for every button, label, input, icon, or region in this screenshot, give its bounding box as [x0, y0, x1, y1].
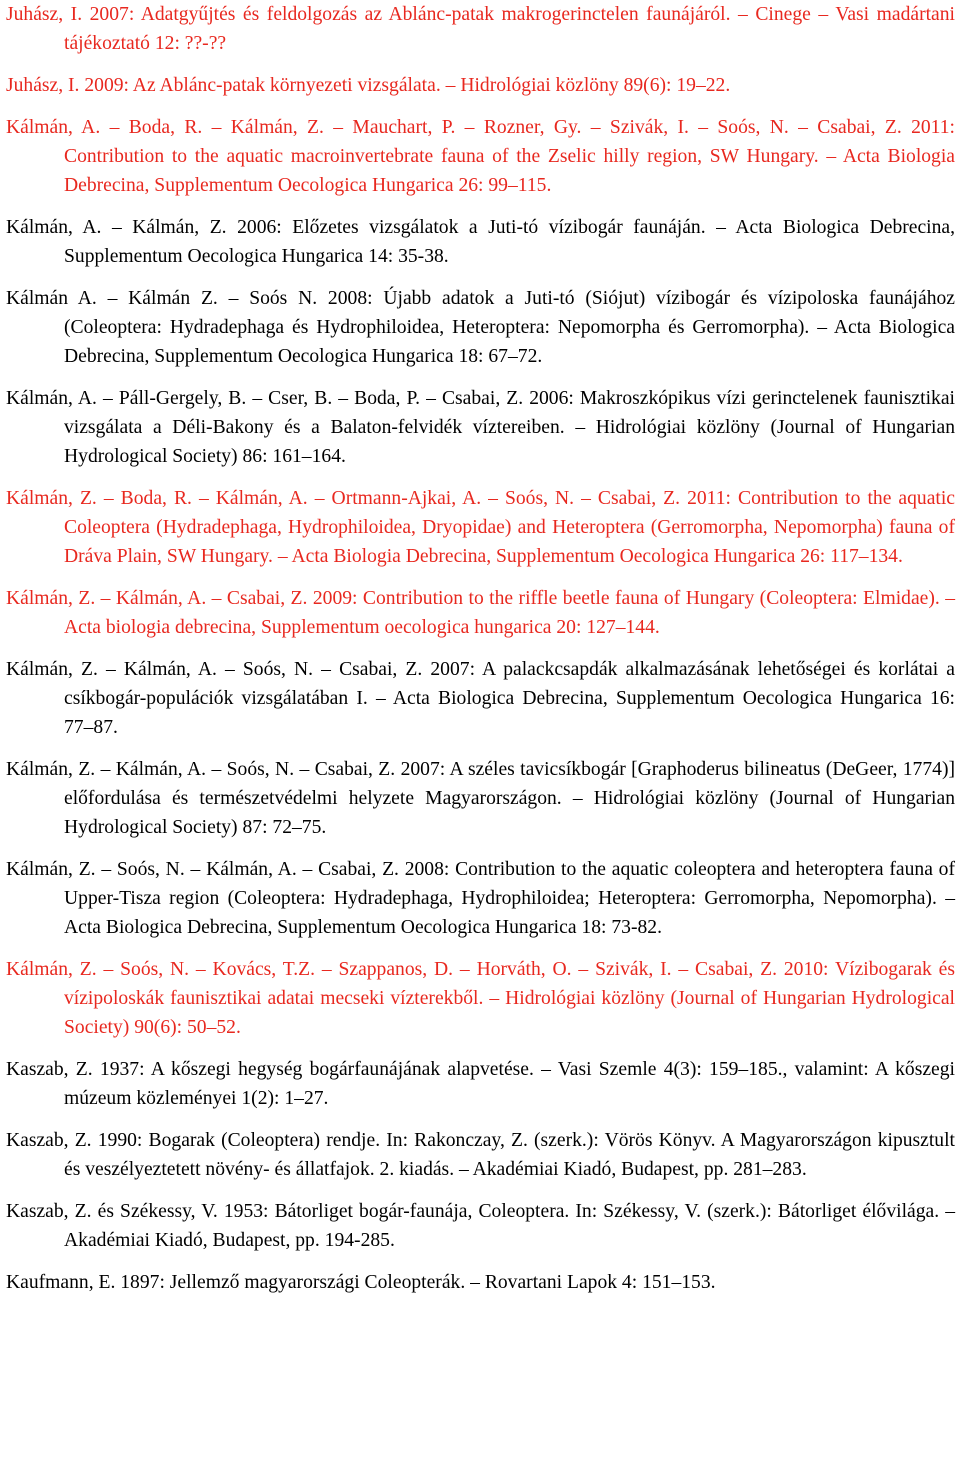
reference-entry: Kálmán, Z. – Boda, R. – Kálmán, A. – Ortmann-Ajkai, A. – Soós, N. – Csabai, Z. 2011: Contribution to the aquatic Coleoptera (Hydradephaga, Hydrophiloidea, Dryopidae) and Heteroptera (Gerromorpha, Nepomorpha) fauna of Dráva Plain, SW Hungary. – Acta Biologia Debrecina, Supplementum Oecologica Hungarica 26: 117–134.: [6, 488, 955, 567]
reference-entry: Kálmán, A. – Páll-Gergely, B. – Cser, B. – Boda, P. – Csabai, Z. 2006: Makroszkópikus vízi gerinctelenek faunisztikai vizsgálata a Déli-Bakony és a Balaton-felvidék víztereiben. – Hidrológiai közlöny (Journal of Hungarian Hydrological Society) 86: 161–164.: [6, 388, 955, 467]
reference-entry: Kálmán, A. – Boda, R. – Kálmán, Z. – Mauchart, P. – Rozner, Gy. – Szivák, I. – Soós, N. – Csabai, Z. 2011: Contribution to the aquatic macroinvertebrate fauna of the Zselic hilly region, SW Hungary. – Acta Biologia Debrecina, Supplementum Oecologica Hungarica 26: 99–115.: [6, 117, 955, 196]
reference-entry: Kaufmann, E. 1897: Jellemző magyarországi Coleopterák. – Rovartani Lapok 4: 151–153.: [6, 1272, 716, 1293]
reference-entry: Kálmán, Z. – Soós, N. – Kovács, T.Z. – Szappanos, D. – Horváth, O. – Szivák, I. – Csabai, Z. 2010: Vízibogarak és vízipoloskák faunisztikai adatai mecseki vízterekből. – Hidrológiai közlöny (Journal of Hungarian Hydrological Society) 90(6): 50–52.: [6, 959, 955, 1038]
reference-entry: Kaszab, Z. 1937: A kőszegi hegység bogárfaunájának alapvetése. – Vasi Szemle 4(3): 159–185., valamint: A kőszegi múzeum közleményei 1(2): 1–27.: [6, 1059, 955, 1109]
reference-entry: Kálmán, Z. – Soós, N. – Kálmán, A. – Csabai, Z. 2008: Contribution to the aquatic coleoptera and heteroptera fauna of Upper-Tisza region (Coleoptera: Hydradephaga, Hydrophiloidea; Heteroptera: Gerromorpha, Nepomorpha). – Acta Biologica Debrecina, Supplementum Oecologica Hungarica 18: 73-82.: [6, 859, 955, 938]
reference-entry: Kálmán, A. – Kálmán, Z. 2006: Előzetes vizsgálatok a Juti-tó vízibogár faunáján. – Acta Biologica Debrecina, Supplementum Oecologica Hungarica 14: 35-38.: [6, 217, 955, 267]
reference-entry: Kaszab, Z. és Székessy, V. 1953: Bátorliget bogár-faunája, Coleoptera. In: Székessy, V. (szerk.): Bátorliget élővilága. – Akadémiai Kiadó, Budapest, pp. 194-285.: [6, 1201, 955, 1251]
reference-entry: Kálmán, Z. – Kálmán, A. – Soós, N. – Csabai, Z. 2007: A széles tavicsíkbogár [Graphoderus bilineatus (DeGeer, 1774)] előfordulása és természetvédelmi helyzete Magyarországon. – Hidrológiai közlöny (Journal of Hungarian Hydrological Society) 87: 72–75.: [6, 759, 955, 838]
reference-entry: Juhász, I. 2007: Adatgyűjtés és feldolgozás az Ablánc-patak makrogerinctelen faunájáról. – Cinege – Vasi madártani tájékoztató 12: ??-??: [6, 4, 955, 54]
reference-entry: Kálmán, Z. – Kálmán, A. – Soós, N. – Csabai, Z. 2007: A palackcsapdák alkalmazásának lehetőségei és korlátai a csíkbogár-populációk vizsgálatában I. – Acta Biologica Debrecina, Supplementum Oecologica Hungarica 16: 77–87.: [6, 659, 955, 738]
reference-entry: Kaszab, Z. 1990: Bogarak (Coleoptera) rendje. In: Rakonczay, Z. (szerk.): Vörös Könyv. A Magyarországon kipusztult és veszélyeztetett növény- és állatfajok. 2. kiadás. – Akadémiai Kiadó, Budapest, pp. 281–283.: [6, 1130, 955, 1180]
reference-entry: Kálmán A. – Kálmán Z. – Soós N. 2008: Újabb adatok a Juti-tó (Siójut) vízibogár és vízipoloska faunájához (Coleoptera: Hydradephaga és Hydrophiloidea, Heteroptera: Nepomorpha és Gerromorpha). – Acta Biologica Debrecina, Supplementum Oecologica Hungarica 18: 67–72.: [6, 288, 955, 367]
reference-entry: Juhász, I. 2009: Az Ablánc-patak környezeti vizsgálata. – Hidrológiai közlöny 89(6): 19–22.: [6, 75, 731, 96]
reference-entry: Kálmán, Z. – Kálmán, A. – Csabai, Z. 2009: Contribution to the riffle beetle fauna of Hungary (Coleoptera: Elmidae). – Acta biologia debrecina, Supplementum oecologica hungarica 20: 127–144.: [6, 588, 955, 638]
